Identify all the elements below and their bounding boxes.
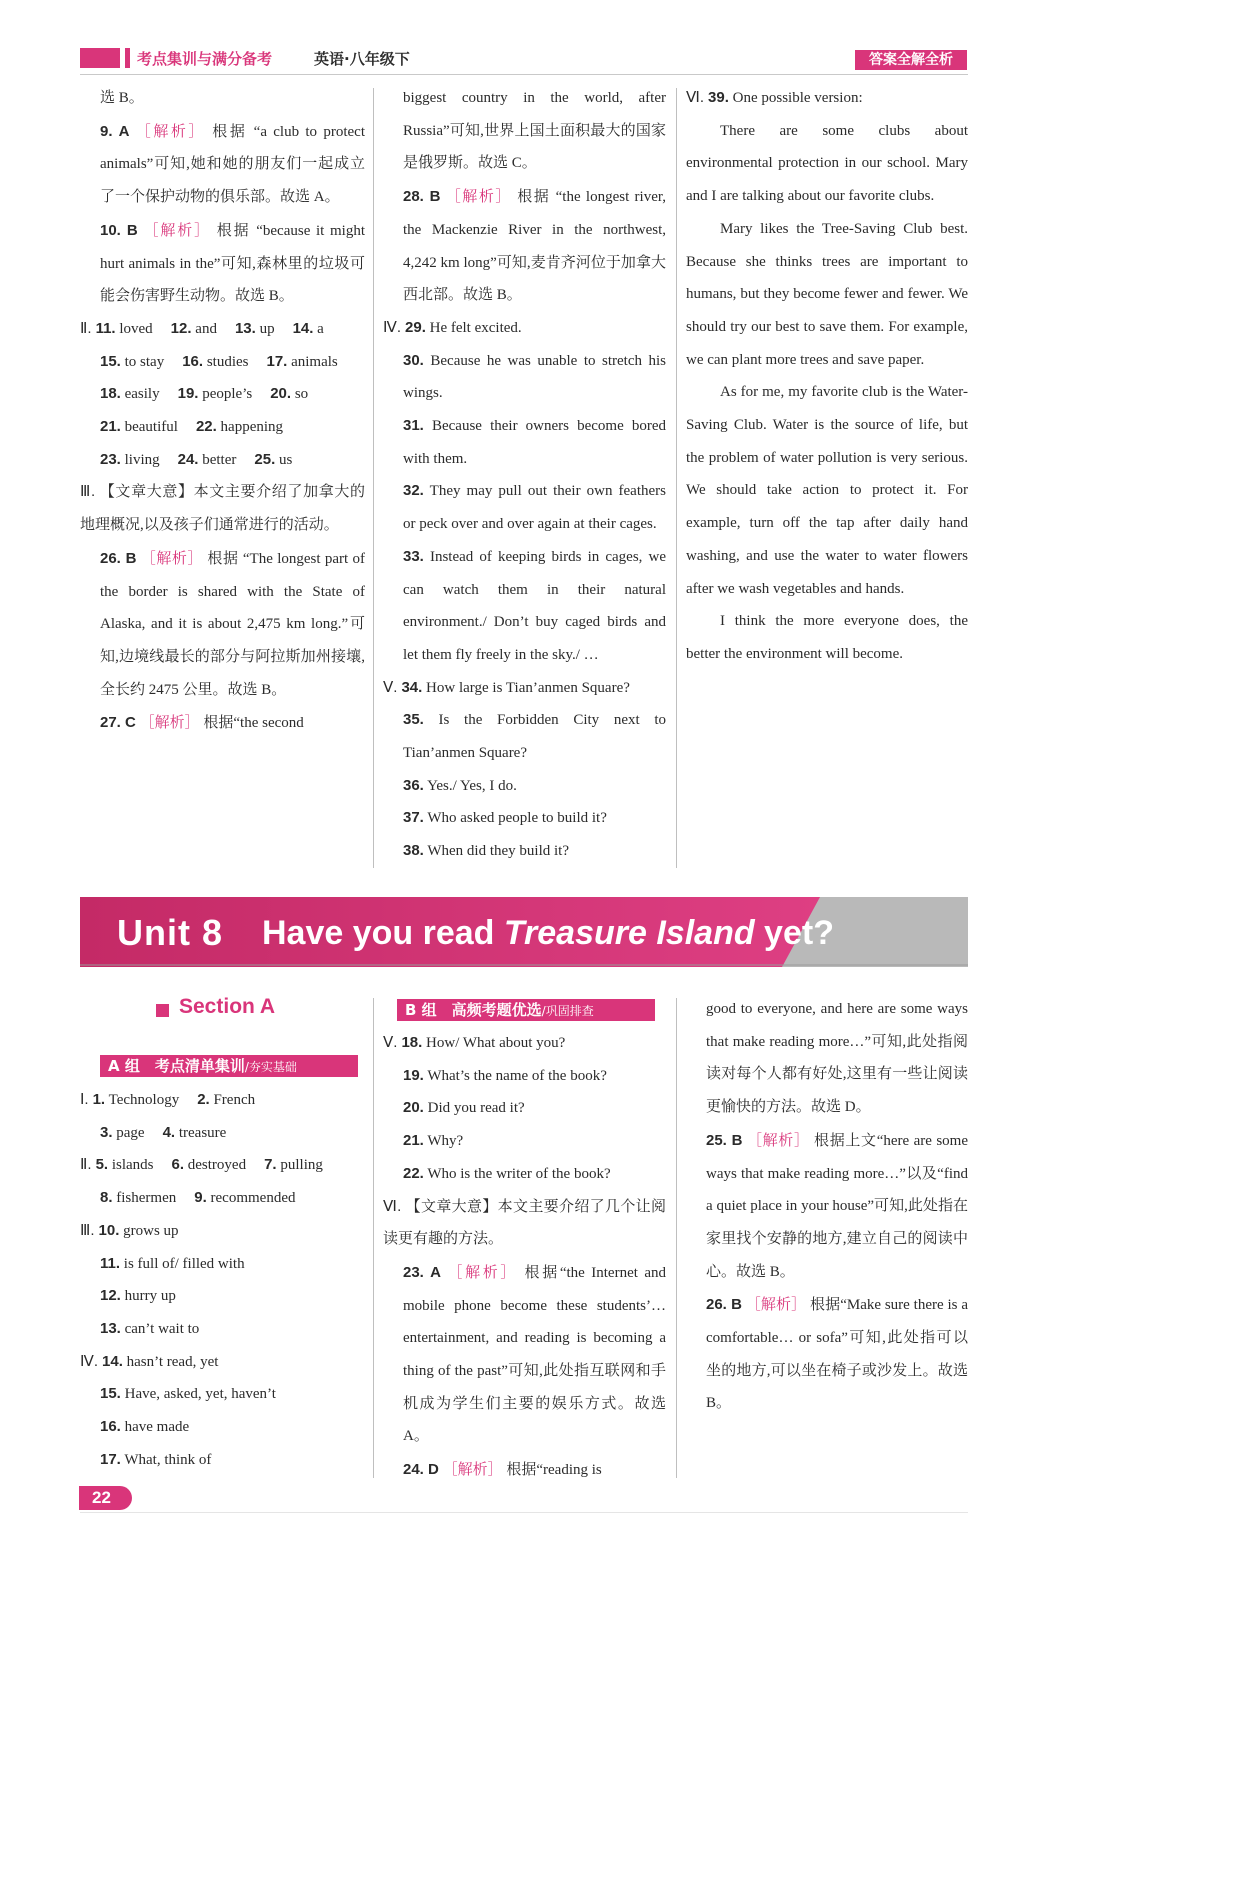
analysis-tag: ［解析］ <box>447 1262 519 1281</box>
question-number: 8. <box>100 1189 113 1207</box>
unit-title <box>262 914 834 953</box>
answer-entry <box>383 770 666 803</box>
question-number: 23. <box>100 450 121 468</box>
question-number: 6. <box>171 1156 185 1174</box>
answers-badge: 答案全解全析 <box>855 50 967 70</box>
answer-text: Instead of keeping birds in cages, we can watch them in their natural environment./ Don’t buy caged birds and let them fly freely in the sky./ … <box>403 548 667 663</box>
answer-text: What, think of <box>124 1451 212 1468</box>
question-number: 20. <box>403 1099 424 1117</box>
footer-rule <box>80 1512 968 1513</box>
analysis-tag: ［解析］ <box>139 713 200 732</box>
book-series-title: 考点集训与满分备考 <box>137 50 273 68</box>
answer-entry <box>80 346 365 379</box>
answer-text: 选 B。 <box>100 90 144 106</box>
question-number: 33. <box>403 547 424 565</box>
question-number: 3. <box>100 1123 113 1141</box>
answer-text: They may pull out their own feathers or peck over and over again at their cages. <box>403 483 666 533</box>
answer-text: grows up <box>123 1222 179 1239</box>
question-number: 14. <box>102 1352 123 1370</box>
question-number: 19. <box>403 1066 424 1084</box>
answer-entry <box>383 704 666 769</box>
answers-column-5 <box>383 1027 666 1487</box>
answer-entry <box>80 1378 365 1411</box>
header-accent-stripe <box>125 48 130 68</box>
answer-text: How/ What about you? <box>426 1035 566 1051</box>
answer-text: Mary likes the Tree-Saving Club best. Because she thinks trees are important to humans, but they become fewer and fewer. We should try our best to save them. For example, we can plant more trees and save paper. <box>686 220 968 368</box>
answer-text: better <box>202 451 237 468</box>
question-number: 17. <box>100 1450 121 1468</box>
roman-numeral: Ⅵ. <box>383 1197 402 1215</box>
answer-entry <box>383 1158 666 1191</box>
answer-text: to stay <box>124 353 165 370</box>
answer-entry <box>80 1444 365 1477</box>
question-number: 7. <box>264 1156 277 1174</box>
answer-text: What’s the name of the book? <box>427 1067 607 1084</box>
analysis-tag: ［解析］ <box>445 187 512 206</box>
question-number: 15. <box>100 352 121 370</box>
answer-text: islands <box>111 1157 154 1174</box>
answer-entry <box>80 1248 365 1281</box>
answer-text: Is the Forbidden City next to Tian’anmen Square? <box>403 712 667 762</box>
answer-text: When did they build it? <box>427 843 569 860</box>
roman-numeral: Ⅳ. <box>80 1352 99 1370</box>
question-number: 30. <box>403 351 424 369</box>
roman-numeral: Ⅵ. <box>686 89 705 106</box>
answer-entry <box>80 214 365 313</box>
answer-text: Why? <box>427 1133 464 1150</box>
answer-text: a <box>317 320 324 337</box>
answer-text: loved <box>119 320 153 337</box>
roman-numeral: Ⅱ. <box>80 319 92 337</box>
question-number: 15. <box>100 1385 121 1403</box>
question-number: 22. <box>195 418 217 436</box>
answer-entry <box>686 605 968 670</box>
question-number: 12. <box>170 319 192 337</box>
question-number: 25. <box>254 450 276 468</box>
column-divider <box>676 88 677 868</box>
answer-entry <box>686 213 968 377</box>
answer-entry <box>80 444 365 477</box>
analysis-tag: ［解析］ <box>140 548 204 567</box>
answer-text: French <box>213 1092 256 1108</box>
answer-entry <box>383 312 666 345</box>
answer-entry <box>383 835 666 868</box>
unit-title-part: Have you read <box>262 914 504 952</box>
answer-entry <box>383 180 666 312</box>
answer-text: page <box>116 1124 145 1141</box>
answer-text: 根据“the second <box>203 715 304 732</box>
question-number: 16. <box>100 1418 121 1436</box>
answer-entry <box>383 1125 666 1158</box>
answer-text: I think the more everyone does, the better the environment will become. <box>686 613 968 662</box>
section-title: Section A <box>179 995 276 1018</box>
answer-text: us <box>279 451 293 468</box>
answer-text: Yes./ Yes, I do. <box>427 777 517 794</box>
question-number: 29. <box>405 318 426 336</box>
answer-text: living <box>124 451 160 468</box>
header-accent-bar <box>80 48 120 68</box>
answer-text: 根据 “the longest river, the Mackenzie River in the northwest, 4,242 km long”可知,麦肯齐河位于加拿大西北部。故选 B。 <box>403 189 667 304</box>
question-number: 9. <box>194 1189 207 1207</box>
question-number: 19. <box>177 385 199 403</box>
answer-text: hurry up <box>124 1288 176 1305</box>
answer-text: and <box>195 320 217 337</box>
roman-numeral: Ⅱ. <box>80 1156 92 1174</box>
answer-entry <box>686 1124 968 1289</box>
question-number: 17. <box>266 352 288 370</box>
answer-entry <box>383 410 666 475</box>
question-number: 11. <box>100 1254 121 1272</box>
answer-entry <box>383 1027 666 1060</box>
answer-text: Technology <box>108 1092 180 1108</box>
answer-entry <box>383 1092 666 1125</box>
question-number: 2. <box>197 1091 210 1108</box>
column-divider <box>373 88 374 868</box>
column-divider <box>373 998 374 1478</box>
answers-column-1 <box>80 82 365 740</box>
answer-text: There are some clubs about environmental protection in our school. Mary and I are talking about our favorite clubs. <box>686 122 968 205</box>
question-number: 38. <box>403 842 424 860</box>
answer-text: Because their owners become bored with them. <box>403 418 667 467</box>
answer-entry <box>80 1149 365 1182</box>
answer-entry <box>80 1346 365 1379</box>
answer-text: biggest country in the world, after Russia”可知,世界上国土面积最大的国家是俄罗斯。故选 C。 <box>403 90 666 172</box>
group-b-label <box>397 999 655 1021</box>
answer-text: pulling <box>280 1157 323 1174</box>
question-number: 18. <box>100 385 121 403</box>
answer-text: people’s <box>202 386 253 403</box>
answer-text: 根据上文“here are some ways that make reading more…”以及“find a quiet place in your house”可知,此处指在家里找个安静的地方,建立自己的阅读中心。故选 B。 <box>706 1132 968 1280</box>
answer-text: have made <box>124 1419 190 1436</box>
answer-text: studies <box>206 353 249 370</box>
subject-grade: 英语·八年级下 <box>314 50 410 68</box>
answer-text: One possible version: <box>732 90 863 106</box>
answer-text: 根据 “The longest part of the border is shared with the State of Alaska, and it is about 2,475 km long.”可知,边境线最长的部分与阿拉斯加州接壤,全长约 2475 公里。故选 B。 <box>100 550 365 698</box>
answer-text: 根据 “because it might hurt animals in the”可知,森林里的垃圾可能会伤害野生动物。故选 B。 <box>100 222 366 305</box>
answer-entry <box>80 542 365 707</box>
question-number: 5. <box>95 1156 109 1174</box>
answer-text: 根据“Make sure there is a comfortable… or sofa”可知,此处指可以坐的地方,可以坐在椅子或沙发上。故选 B。 <box>706 1297 968 1412</box>
question-number: 10. B <box>100 221 138 239</box>
roman-numeral: Ⅴ. <box>383 1034 398 1051</box>
answer-entry <box>383 1060 666 1093</box>
roman-numeral: Ⅳ. <box>383 318 402 336</box>
question-number: 21. <box>403 1132 424 1150</box>
answer-entry <box>383 541 666 672</box>
group-a-main: A 组 考点清单集训 <box>108 1057 245 1075</box>
group-b-main: B 组 高频考题优选 <box>405 1001 542 1019</box>
question-number: 32. <box>403 482 424 500</box>
unit-number: Unit 8 <box>117 912 224 953</box>
question-number: 13. <box>234 319 256 337</box>
answer-text: up <box>259 320 275 337</box>
question-number: 13. <box>100 1319 121 1337</box>
answer-entry <box>80 411 365 444</box>
question-number: 4. <box>162 1123 176 1141</box>
answer-entry <box>80 1084 365 1117</box>
question-number: 23. A <box>403 1263 441 1281</box>
answer-entry <box>80 1313 365 1346</box>
question-number: 26. B <box>706 1296 742 1314</box>
answer-entry <box>80 1411 365 1444</box>
answer-entry <box>80 1117 365 1150</box>
answer-entry <box>383 1191 666 1256</box>
answer-text: Who asked people to build it? <box>427 810 607 827</box>
group-a-label <box>100 1055 358 1077</box>
answer-text: can’t wait to <box>124 1320 200 1337</box>
question-number: 28. B <box>403 188 441 206</box>
question-number: 20. <box>270 385 292 403</box>
question-number: 35. <box>403 711 424 729</box>
question-number: 9. A <box>100 122 130 140</box>
answer-text: 根据“the Internet and mobile phone become these students’… entertainment, and reading is becoming a thing of the past”可知,此处指互联网和手机成为学生们主要的娱乐方式。故选 A。 <box>403 1264 666 1445</box>
header-rule <box>80 74 968 75</box>
unit-title-book: Treasure Island <box>503 914 755 952</box>
question-number: 18. <box>401 1034 423 1051</box>
answer-entry <box>80 378 365 411</box>
answer-entry <box>383 802 666 835</box>
roman-numeral: Ⅴ. <box>383 678 398 696</box>
answer-entry <box>383 82 666 180</box>
answer-text: fishermen <box>116 1190 177 1207</box>
question-number: 26. B <box>100 549 137 567</box>
answer-entry <box>80 706 365 740</box>
answers-column-6 <box>686 993 968 1420</box>
question-number: 24. D <box>403 1461 439 1479</box>
answer-entry <box>686 1288 968 1420</box>
answer-entry <box>383 1453 666 1487</box>
analysis-tag: ［解析］ <box>745 1295 807 1314</box>
answer-entry <box>383 672 666 705</box>
answer-text: Have, asked, yet, haven’t <box>124 1386 276 1403</box>
answer-text: As for me, my favorite club is the Water-Saving Club. Water is the source of life, but the problem of water pollution is very serious. We should take action to protect it. For example, turn off the tap after daily hand washing, and use the water to water flowers after we wash vegetables and hands. <box>686 384 968 597</box>
answers-column-2 <box>383 82 666 868</box>
answer-text: is full of/ filled with <box>123 1255 245 1272</box>
question-number: 10. <box>98 1221 120 1239</box>
answer-text: good to everyone, and here are some ways that make reading more…”可知,此处指阅读对每个人都有好处,这里有一些让阅读更愉快的方法。故选 D。 <box>706 1001 968 1116</box>
answer-entry <box>80 1182 365 1215</box>
answer-entry <box>686 82 968 115</box>
answer-entry <box>80 1280 365 1313</box>
group-a-sub: /夯实基础 <box>244 1060 297 1074</box>
answer-text: Did you read it? <box>427 1100 525 1117</box>
section-marker <box>156 1004 169 1017</box>
answer-entry <box>383 475 666 540</box>
roman-numeral: Ⅲ. <box>80 1221 95 1239</box>
answer-entry <box>383 1256 666 1453</box>
answer-text: recommended <box>210 1190 296 1207</box>
answer-text: treasure <box>178 1124 227 1141</box>
question-number: 1. <box>92 1091 106 1108</box>
answer-text: easily <box>124 386 160 403</box>
answer-text: beautiful <box>124 419 178 436</box>
answer-entry <box>80 1215 365 1248</box>
question-number: 34. <box>401 678 423 696</box>
answer-text: animals <box>291 353 338 370</box>
answer-text: so <box>294 386 309 403</box>
group-b-sub: /巩固排查 <box>541 1004 594 1018</box>
answer-text: happening <box>220 419 284 436</box>
answer-entry <box>383 345 666 410</box>
answer-text: destroyed <box>187 1157 247 1174</box>
question-number: 36. <box>403 776 424 794</box>
answer-entry <box>80 115 365 214</box>
answer-text: 根据“reading is <box>506 1462 602 1479</box>
answer-text: Who is the writer of the book? <box>427 1165 611 1182</box>
unit-title-part: yet? <box>754 914 834 952</box>
answer-entry <box>686 115 968 213</box>
analysis-tag: ［解析］ <box>143 220 212 239</box>
answer-text: 【文章大意】本文主要介绍了加拿大的地理概况,以及孩子们通常进行的活动。 <box>80 484 365 534</box>
question-number: 11. <box>95 319 116 337</box>
answers-column-4 <box>80 1084 365 1476</box>
question-number: 14. <box>292 319 314 337</box>
question-number: 16. <box>182 352 204 370</box>
question-number: 25. B <box>706 1131 743 1149</box>
answer-text: Because he was unable to stretch his wings. <box>403 352 666 402</box>
question-number: 24. <box>177 450 199 468</box>
analysis-tag: ［解析］ <box>746 1130 810 1149</box>
answer-entry <box>80 82 365 115</box>
question-number: 27. C <box>100 714 136 732</box>
answer-entry <box>80 476 365 541</box>
roman-numeral: Ⅲ. <box>80 483 96 501</box>
column-divider <box>676 998 677 1478</box>
page-number: 22 <box>79 1486 132 1510</box>
answer-entry <box>686 993 968 1124</box>
question-number: 21. <box>100 418 121 436</box>
answer-entry <box>686 376 968 605</box>
analysis-tag: ［解析］ <box>442 1460 503 1479</box>
question-number: 12. <box>100 1287 121 1305</box>
question-number: 39. <box>708 89 729 106</box>
answer-text: He felt excited. <box>429 319 522 336</box>
answer-text: hasn’t read, yet <box>126 1353 219 1370</box>
question-number: 37. <box>403 809 424 827</box>
analysis-tag: ［解析］ <box>135 121 206 140</box>
answers-column-3 <box>686 82 968 671</box>
answer-entry <box>80 313 365 346</box>
answer-text: 根据 “a club to protect animals”可知,她和她的朋友们一起成立了一个保护动物的俱乐部。故选 A。 <box>100 123 365 206</box>
question-number: 22. <box>403 1164 424 1182</box>
question-number: 31. <box>403 417 424 435</box>
roman-numeral: Ⅰ. <box>80 1091 89 1108</box>
answer-text: How large is Tian’anmen Square? <box>426 679 630 696</box>
answer-text: 【文章大意】本文主要介绍了几个让阅读更有趣的方法。 <box>383 1198 666 1248</box>
